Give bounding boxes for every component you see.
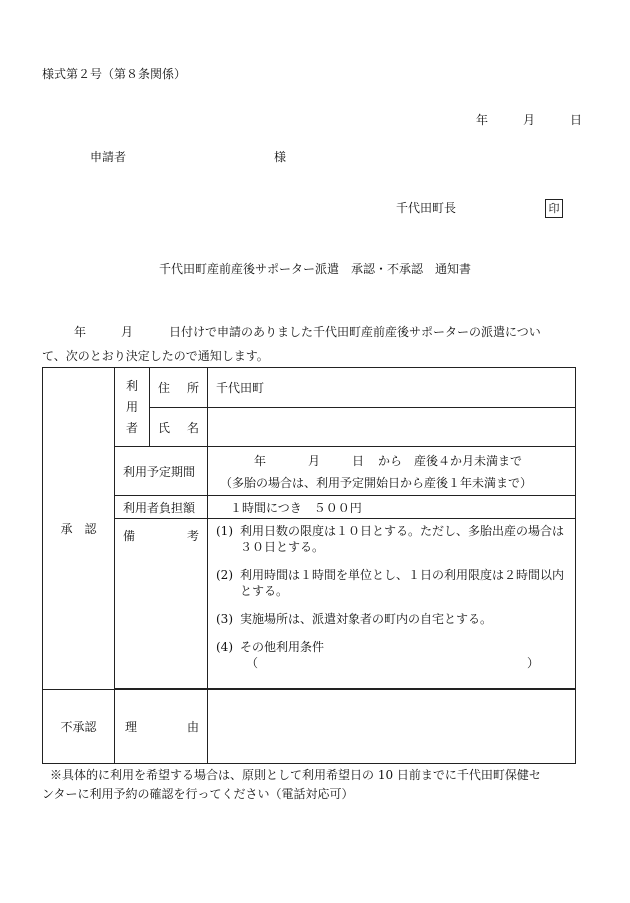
form-number: 様式第２号（第８条関係） [42,67,187,81]
issuer-name: 千代田町長 [396,201,457,215]
remark-item: (4) その他利用条件 [216,640,325,654]
reason-value [208,690,576,764]
footnote: ※具体的に利用を希望する場合は、原則として利用希望日の 10 日前までに千代田町保健セ ンターに利用予約の確認を行ってください（電話対応可） [42,768,541,801]
seal-stamp: 印 [545,199,563,218]
address-label: 住 所 [150,368,208,408]
name-value [208,408,576,447]
deny-label: 不承認 [43,690,115,764]
period-label: 利用予定期間 [115,447,208,496]
intro-month: 月 [121,325,134,339]
reason-label: 理 由 [115,690,208,764]
remarks-list [208,519,576,689]
applicant-label: 申請者 [90,150,127,164]
intro-text: 日付けで申請のありました千代田町産前産後サポーターの派遣につい [169,325,541,339]
name-label: 氏 名 [150,408,208,447]
burden-value: １時間につき ５００円 [208,496,576,519]
document-title: 千代田町産前産後サポーター派遣 承認・不承認 通知書 [158,262,471,276]
date-year: 年 [476,113,489,127]
intro-line-2: て、次のとおり決定したので通知します。 [42,349,269,363]
intro-line-1 [0,326,630,340]
intro-year: 年 [74,325,87,339]
remarks-label: 備 考 [115,519,208,689]
approve-label: 承 認 [43,368,115,690]
date-month: 月 [523,113,536,127]
date-day: 日 [570,113,583,127]
remark-item: (1) 利用日数の限度は１０日とする。ただし、多胎出産の場合は３０日とする。 [216,524,565,554]
burden-label: 利用者負担額 [115,496,208,519]
honorific: 様 [274,150,287,164]
remark-item: (2) 利用時間は１時間を単位とし、１日の利用限度は２時間以内とする。 [216,568,565,598]
issue-date [0,114,630,128]
other-conditions-blank: （ ） [246,656,539,670]
user-label: 利 用 者 [115,368,150,447]
decision-table [42,367,576,764]
address-value: 千代田町 [208,368,576,408]
period-value: 年 月 日 から 産後４か月未満まで （多胎の場合は、利用予定開始日から産後１年未満まで） [208,447,576,496]
remark-item: (3) 実施場所は、派遣対象者の町内の自宅とする。 [216,612,493,626]
